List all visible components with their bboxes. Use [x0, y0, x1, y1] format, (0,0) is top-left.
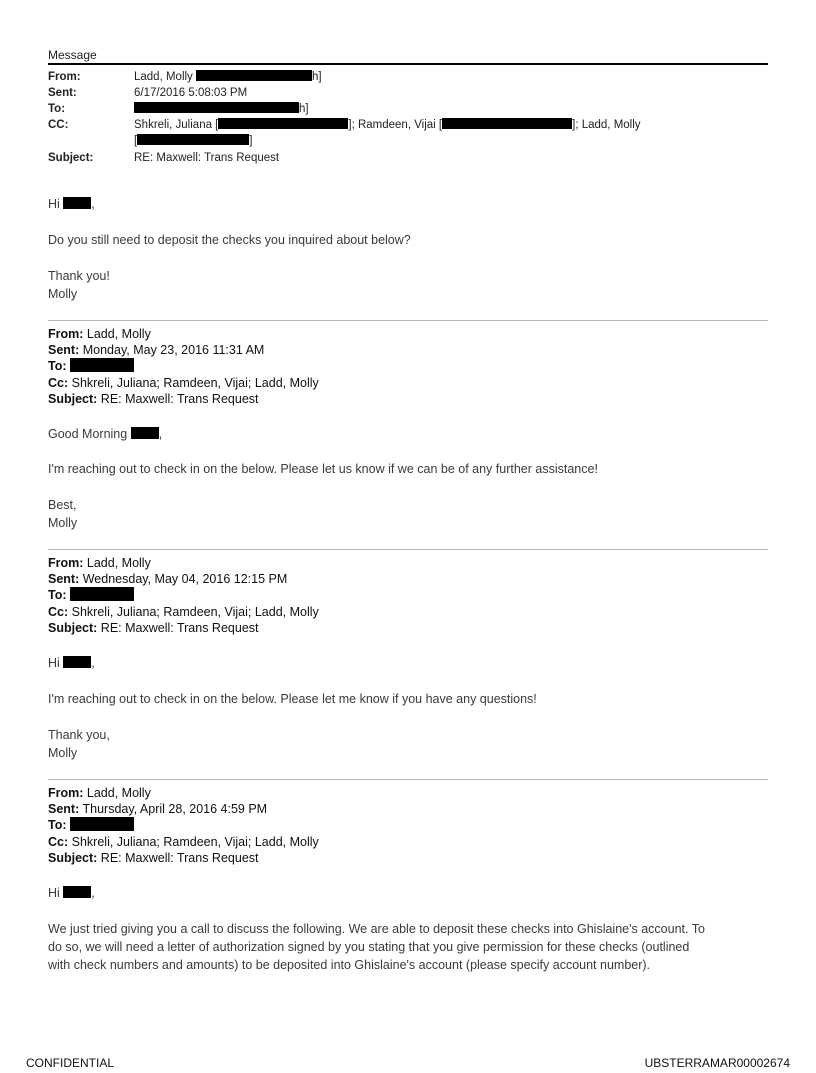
email2-header: [48, 326, 319, 407]
greeting-word: Hi: [48, 656, 60, 670]
cc-value-cont: [134, 133, 252, 149]
email3-from: [48, 555, 319, 571]
cc-part3: ]; Ladd, Molly: [572, 119, 641, 131]
email1-body: Do you still need to deposit the checks you inquired about below?: [48, 233, 411, 247]
to-value: [134, 101, 309, 117]
from-value: Ladd, Molly: [86, 786, 151, 800]
email2-from: [48, 326, 319, 342]
to-tail: h]: [299, 103, 309, 115]
email3-header: [48, 555, 319, 636]
to-label: To:: [48, 588, 67, 603]
redaction-block: [70, 817, 134, 831]
subject-value: RE: Maxwell: Trans Request: [100, 620, 259, 635]
redaction-block: [218, 118, 348, 129]
email4-sent: [48, 801, 319, 817]
email2-cc: [48, 375, 319, 391]
from-label: From:: [48, 71, 81, 83]
email2-body: I'm reaching out to check in on the below. Please let us know if we can be of any further assistance!: [48, 462, 598, 476]
email2-sent: [48, 342, 319, 358]
sent-label: Sent:: [48, 802, 80, 817]
cc-part1: Shkreli, Juliana [: [134, 119, 219, 131]
message-title: Message: [48, 48, 97, 62]
from-value: [134, 69, 322, 85]
subject-value: RE: Maxwell: Trans Request: [134, 152, 280, 164]
cc-label: Cc:: [48, 375, 69, 390]
redaction-block: [137, 134, 249, 145]
sent-value: 6/17/2016 5:08:03 PM: [134, 87, 248, 99]
email3-cc: [48, 604, 319, 620]
cc-open: [: [134, 135, 138, 147]
email2-to: [48, 358, 319, 374]
cc-value: [134, 117, 641, 133]
cc-value: Shkreli, Juliana; Ramdeen, Vijai; Ladd, Molly: [71, 834, 319, 849]
redaction-block: [70, 587, 134, 601]
greeting-comma: ,: [91, 886, 95, 900]
from-name: Ladd, Molly: [134, 71, 193, 83]
subject-label: Subject:: [48, 850, 98, 865]
email4-greeting: [48, 884, 768, 902]
from-value: Ladd, Molly: [86, 327, 151, 341]
subject-label: Subject:: [48, 620, 98, 635]
email2-greeting: [48, 425, 768, 443]
cc-value: Shkreli, Juliana; Ramdeen, Vijai; Ladd, Molly: [71, 375, 319, 390]
cc-label: Cc:: [48, 834, 69, 849]
redaction-block: [63, 197, 91, 209]
greeting-comma: ,: [91, 656, 95, 670]
email4-cc: [48, 834, 319, 850]
subject-value: RE: Maxwell: Trans Request: [100, 850, 259, 865]
email3-sent: [48, 571, 319, 587]
greeting-comma: ,: [158, 427, 163, 441]
email1-signoff: Thank you!: [48, 269, 110, 283]
email2-signoff: Best,: [48, 498, 77, 512]
cc-part2: ]; Ramdeen, Vijai [: [348, 119, 443, 131]
greeting-word: Good Morning: [48, 427, 128, 441]
email2-signature: Molly: [48, 516, 78, 530]
sent-value: Thursday, April 28, 2016 4:59 PM: [82, 802, 268, 817]
header-rule: [48, 63, 768, 65]
redaction-block: [196, 70, 312, 81]
from-value: Ladd, Molly: [86, 556, 151, 570]
cc-close: ]: [249, 135, 253, 147]
email4-subject: [48, 850, 319, 866]
from-label: From:: [48, 786, 84, 800]
redaction-block: [442, 118, 572, 129]
footer-bates-number: UBSTERRAMAR00002674: [644, 1056, 790, 1070]
cc-value: Shkreli, Juliana; Ramdeen, Vijai; Ladd, Molly: [71, 604, 319, 619]
email4-header: [48, 785, 319, 866]
email4-to: [48, 817, 319, 833]
sent-label: Sent:: [48, 572, 80, 587]
sent-label: Sent:: [48, 343, 80, 358]
email3-signoff: Thank you,: [48, 728, 110, 742]
subject-label: Subject:: [48, 391, 98, 406]
email2-subject: [48, 391, 319, 407]
email3-body: I'm reaching out to check in on the below. Please let me know if you have any questions!: [48, 692, 537, 706]
cc-label: CC:: [48, 119, 69, 131]
sent-value: Wednesday, May 04, 2016 12:15 PM: [82, 572, 288, 587]
email1-greeting: [48, 195, 768, 213]
redaction-block: [63, 656, 91, 668]
footer-confidential: CONFIDENTIAL: [26, 1056, 115, 1070]
email1-signature: Molly: [48, 287, 78, 301]
separator: [48, 320, 768, 321]
redaction-block: [131, 427, 159, 439]
email3-greeting: [48, 654, 768, 672]
from-label: From:: [48, 556, 84, 570]
separator: [48, 779, 768, 780]
sent-value: Monday, May 23, 2016 11:31 AM: [82, 343, 265, 358]
email4-body-line1: We just tried giving you a call to discuss the following. We are able to deposit these checks into Ghislaine's account. To: [48, 922, 705, 936]
email3-to: [48, 587, 319, 603]
email3-subject: [48, 620, 319, 636]
subject-label: Subject:: [48, 152, 94, 164]
redaction-block: [134, 102, 299, 113]
greeting-word: Hi: [48, 886, 60, 900]
greeting-word: Hi: [48, 197, 60, 211]
redaction-block: [63, 886, 91, 898]
to-label: To:: [48, 103, 66, 115]
cc-label: Cc:: [48, 604, 69, 619]
email4-body-line3: with check numbers and amounts) to be deposited into Ghislaine's account (please specify account number).: [48, 958, 651, 972]
sent-label: Sent:: [48, 87, 77, 99]
greeting-comma: ,: [91, 197, 95, 211]
email4-from: [48, 785, 319, 801]
email3-signature: Molly: [48, 746, 78, 760]
from-label: From:: [48, 327, 84, 341]
to-label: To:: [48, 359, 67, 374]
email4-body-line2: do so, we will need a letter of authorization signed by you stating that you give permission for these checks (outlined: [48, 940, 690, 954]
to-label: To:: [48, 818, 67, 833]
from-tail: h]: [312, 71, 322, 83]
subject-value: RE: Maxwell: Trans Request: [100, 391, 259, 406]
redaction-block: [70, 358, 134, 372]
separator: [48, 549, 768, 550]
